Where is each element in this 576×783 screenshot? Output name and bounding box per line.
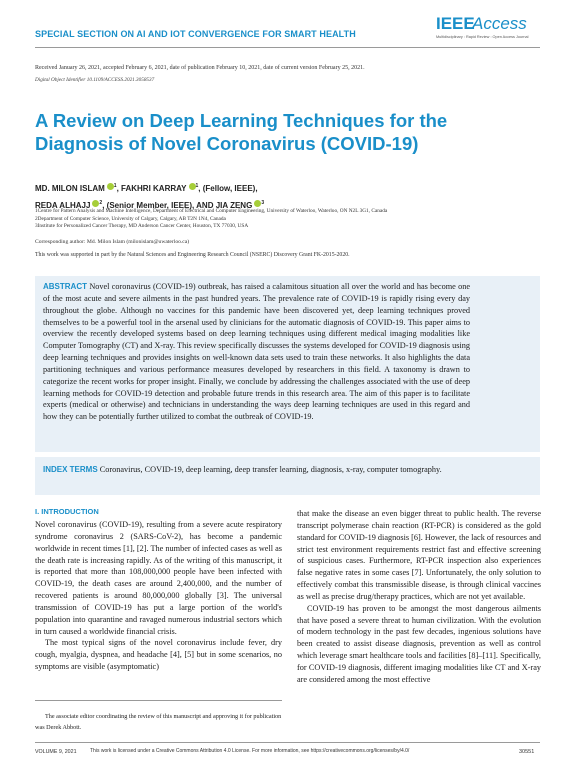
author-1-sup: 1 (113, 183, 117, 189)
logo-access: Access (472, 14, 527, 33)
section-header: SPECIAL SECTION ON AI AND IOT CONVERGENCE FOR SMART HEALTH (35, 29, 356, 39)
affiliations (35, 208, 505, 231)
orcid-icon[interactable] (189, 183, 196, 190)
author-2: , FAKHRI KARRAY (116, 184, 187, 193)
footnote-rule (35, 700, 282, 701)
doi: Digital Object Identifier 10.1109/ACCESS.2021.3058537 (35, 77, 155, 83)
received-dates: Received January 26, 2021, accepted February 6, 2021, date of publication February 10, 2021, date of current version February 25, 2021. (35, 65, 365, 71)
affiliation-1: 1Centre for Pattern Analysis and Machine Intelligence, Department of Electrical and Computer Engineering, University of Waterloo, Waterloo, ON N2L 3G1, Canada (35, 208, 388, 214)
author-3-role: , (Senior Member, IEEE), AND JIA ZENG (102, 201, 253, 210)
abstract (43, 281, 470, 423)
funding-note: This work was supported in part by the Natural Sciences and Engineering Research Council (NSERC) Discovery Grant FK-2015-2020. (35, 252, 350, 258)
section-heading-introduction: I. INTRODUCTION (35, 507, 99, 516)
abstract-label: ABSTRACT (43, 282, 87, 291)
logo-ieee: IEEE (436, 14, 475, 33)
orcid-icon[interactable] (107, 183, 114, 190)
affiliation-2: 2Department of Computer Science, University of Calgary, Calgary, AB T2N 1N4, Canada (35, 215, 226, 222)
abstract-text: Novel coronavirus (COVID-19) outbreak, has raised a calamitous situation all over the world and has become one of the most acute and severe ailments in the past hundred years. The prevalence rate of COVID-19 is rapidly rising every day throughout the globe. Although no vaccines for this pandemic have been discovered yet, deep learning techniques proved themselves to be a powerful tool in the arsenal used by clinicians for the automatic diagnosis of COVID-19. This paper aims to overview the recently developed systems based on deep learning techniques using different medical imaging modalities like Computer Tomography (CT) and X-ray. This review specifically discusses the systems developed for COVID-19 diagnosis using deep learning techniques and provides insights on well-known data sets used to train these networks. It also highlights the data partitioning techniques and various performance measures developed by researchers in this field. A taxonomy is drawn to categorize the recent works for proper insight. Finally, we conclude by addressing the challenges associated with the use of deep learning methods for COVID-19 detection and probable future trends in this research area. The aim of this paper is to facilitate experts (medical or otherwise) and technicians in understanding the ways deep learning techniques are used in this regard and how they can be potentially further utilized to combat the outbreak of COVID-19. (43, 282, 471, 422)
page-number: 30551 (519, 749, 535, 755)
paragraph: COVID-19 has proven to be amongst the most dangerous ailments that have posed a severe threat to human civilization. With the evolution of modern technology in the past few decades, ingenious solutions have been created to assist disease diagnosis, prevention as well as control which leverage smart healthcare tools and facilities [8]–[11]. Specifically, for COVID-19 diagnosis, different imaging modalities like CT and X-ray are considered among the most effective (297, 603, 541, 684)
author-3: REDA ALHAJJ (35, 201, 91, 210)
paragraph: The most typical signs of the novel coronavirus include fever, dry cough, myalgia, dyspnea, and headache [4], [5] but in some scenarios, no symptoms are visible (asymptomatic) (35, 638, 282, 672)
paragraph: Novel coronavirus (COVID-19), resulting from a severe acute respiratory syndrome coronavirus 2 (SARS-CoV-2), has become a pandemic worldwide in recent times [1], [2]. The number of infected cases as well as the death rate is increasing rapidly. As of the writing of this manuscript, it is reported that more than 108,000,000 people have been infected with COVID-19, the death cases are around 2,400,000, and the number of recovered patients is around 80,000,000 globally [3]. The universal transmission of COVID-19 has put a large portion of the world's population into quarantine and ravaged numerous industrial sectors which in turn caused a worldwide financial crisis. (35, 520, 282, 636)
author-4-sup: 3 (261, 200, 265, 206)
footer-rule (35, 742, 540, 743)
license-text[interactable]: This work is licensed under a Creative Commons Attribution 4.0 License. For more information, see https://creativecommons.org/licenses/by/4.0/ (90, 748, 410, 754)
logo-tagline: Multidisciplinary : Rapid Review : Open Access Journal (436, 35, 529, 39)
paper-title: A Review on Deep Learning Techniques for the Diagnosis of Novel Coronavirus (COVID-19) (35, 110, 448, 154)
author-1: MD. MILON ISLAM (35, 184, 105, 193)
left-column (35, 519, 282, 673)
index-terms-label: INDEX TERMS (43, 465, 98, 474)
volume-label: VOLUME 9, 2021 (35, 749, 77, 755)
paragraph: that make the disease an even bigger threat to public health. The reverse transcript polymerase chain reaction (RT-PCR) is considered as the gold standard for COVID-19 diagnosis [6]. However, the lack of resources and strict test environment requirements restrict fast and effective screening of suspicious cases. Furthermore, RT-PCR inspection also experiences false negative rates in some cases [7]. Unfortunately, the only solution to effectively combat this transmissible disease, is through clinical vaccines as well as precise drug/therapy practices, which are not yet available. (297, 509, 541, 601)
index-terms (43, 464, 470, 476)
index-terms-text: Coronavirus, COVID-19, deep learning, deep transfer learning, diagnosis, x-ray, computer tomography. (99, 465, 442, 474)
affiliation-3: 3Institute for Personalized Cancer Therapy, MD Anderson Cancer Center, Houston, TX 77030, USA (35, 223, 249, 230)
footnote: The associate editor coordinating the review of this manuscript and approving it for publication was Derek Abbott. (35, 713, 282, 731)
index-terms-box (35, 457, 540, 495)
right-column (297, 508, 541, 686)
author-3-sup: 2 (99, 200, 103, 206)
header-rule (35, 47, 540, 48)
author-2-sup: 1 (195, 183, 199, 189)
corresponding-author: Corresponding author: Md. Milon Islam (milonislam@uwaterloo.ca) (35, 239, 190, 245)
ieee-access-logo (436, 14, 540, 44)
author-2-role: , (Fellow, IEEE), (198, 184, 258, 193)
